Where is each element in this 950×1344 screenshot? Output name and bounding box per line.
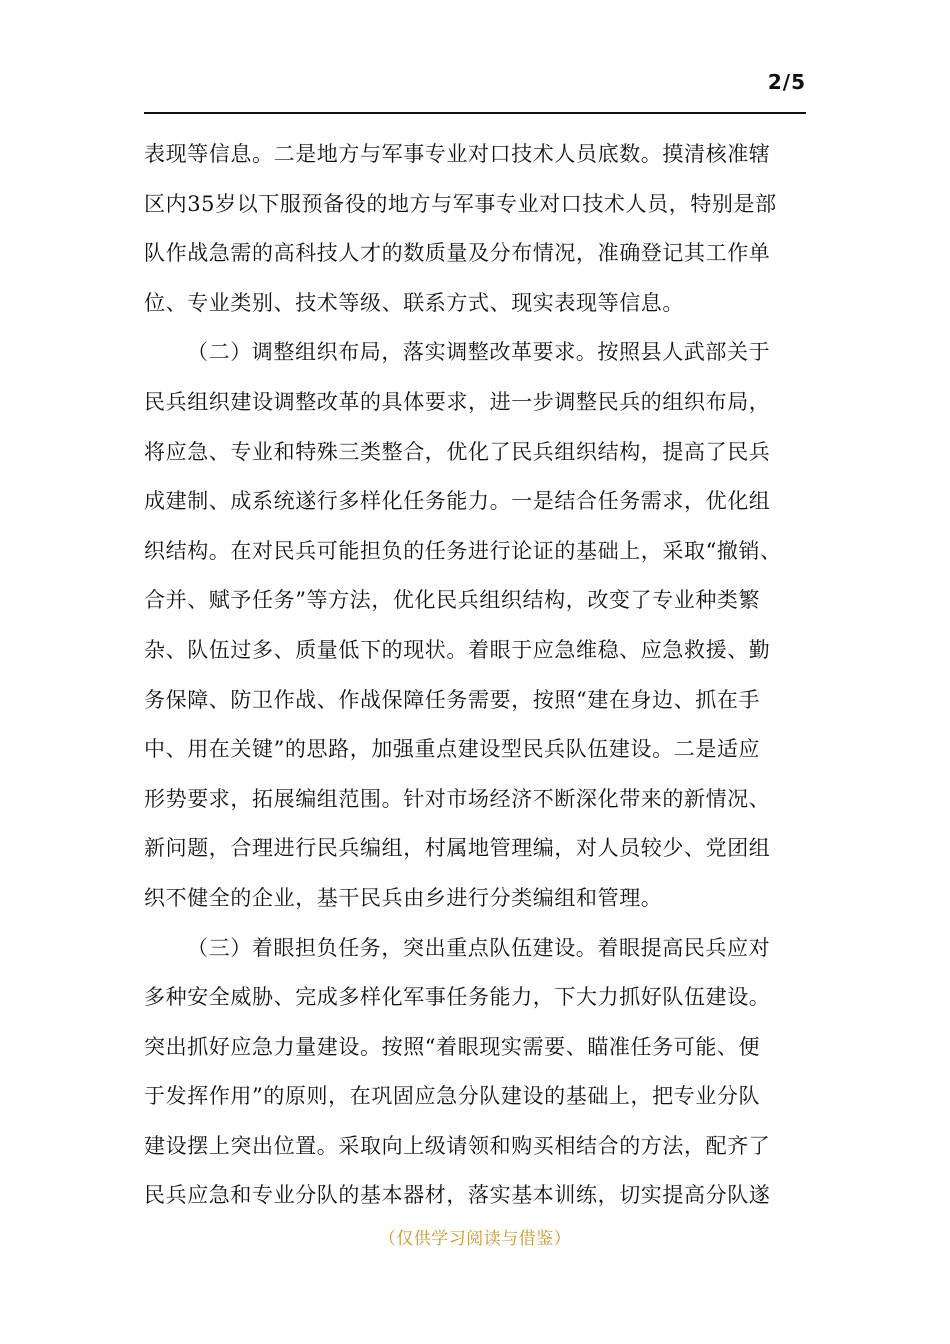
- footer-note: （仅供学习阅读与借鉴）: [378, 1229, 572, 1249]
- text-line: 务保障、防卫作战、作战保障任务需要，按照“建在身边、抓在手: [144, 687, 761, 712]
- text-line: 于发挥作用”的原则，在巩固应急分队建设的基础上，把专业分队: [144, 1084, 761, 1109]
- text-line: 区内35岁以下服预备役的地方与军事专业对口技术人员，特别是部: [144, 191, 777, 216]
- page-number: 2/5: [767, 70, 806, 94]
- text-line: 织不健全的企业，基干民兵由乡进行分类编组和管理。: [144, 885, 663, 910]
- text-line: 突出抓好应急力量建设。按照“着眼现实需要、瞄准任务可能、便: [144, 1034, 761, 1059]
- text-line: 民兵应急和专业分队的基本器材，落实基本训练，切实提高分队遂: [144, 1183, 771, 1208]
- text-line: 建设摆上突出位置。采取向上级请领和购买相结合的方法，配齐了: [144, 1133, 771, 1158]
- text-line: 将应急、专业和特殊三类整合，优化了民兵组织结构，提高了民兵: [144, 439, 771, 464]
- text-line: 织结构。在对民兵可能担负的任务进行论证的基础上，采取“撤销、: [144, 538, 782, 563]
- text-line: 合并、赋予任务”等方法，优化民兵组织结构，改变了专业种类繁: [144, 588, 761, 613]
- text-line: （三）着眼担负任务，突出重点队伍建设。着眼提高民兵应对: [187, 935, 771, 960]
- text-line: 位、专业类别、技术等级、联系方式、现实表现等信息。: [144, 290, 684, 315]
- text-line: 形势要求，拓展编组范围。针对市场经济不断深化带来的新情况、: [144, 786, 771, 811]
- text-line: 民兵组织建设调整改革的具体要求，进一步调整民兵的组织布局，: [144, 389, 771, 414]
- text-line: 中、用在关键”的思路，加强重点建设型民兵队伍建设。二是适应: [144, 737, 761, 762]
- document-body: [144, 130, 806, 1221]
- header-divider: [144, 112, 806, 114]
- text-line: 表现等信息。二是地方与军事专业对口技术人员底数。摸清核准辖: [144, 142, 771, 166]
- text-line: 队作战急需的高科技人才的数质量及分布情况，准确登记其工作单: [144, 241, 771, 266]
- text-line: 新问题，合理进行民兵编组，村属地管理编，对人员较少、党团组: [144, 836, 771, 861]
- text-line: （二）调整组织布局，落实调整改革要求。按照县人武部关于: [187, 340, 771, 365]
- text-line: 多种安全威胁、完成多样化军事任务能力，下大力抓好队伍建设。: [144, 985, 771, 1010]
- text-line: 成建制、成系统遂行多样化任务能力。一是结合任务需求，优化组: [144, 489, 771, 514]
- body-lines: [144, 130, 806, 1221]
- text-line: 杂、队伍过多、质量低下的现状。着眼于应急维稳、应急救援、勤: [144, 637, 771, 662]
